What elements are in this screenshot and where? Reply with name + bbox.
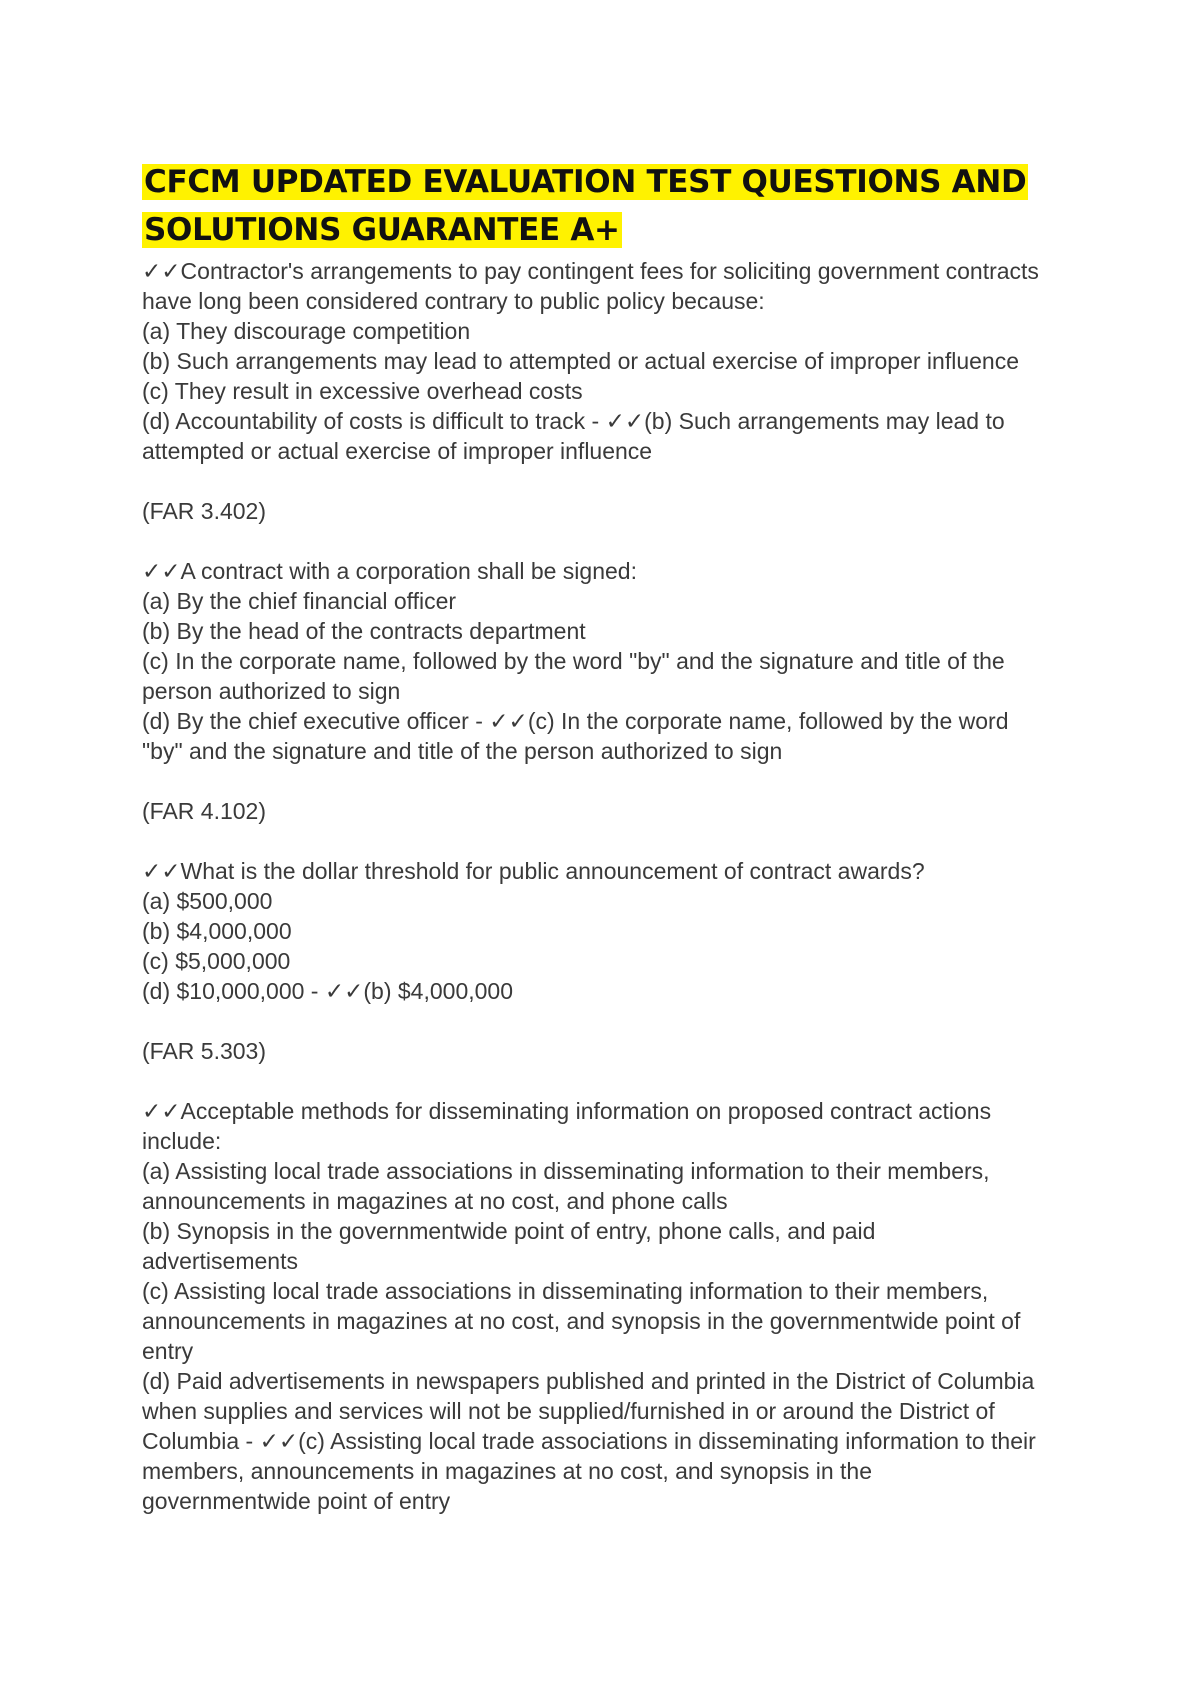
- question-block-4: [142, 1096, 1072, 1516]
- option-a-cont: announcements in magazines at no cost, and phone calls: [142, 1188, 728, 1214]
- question-block-1: [142, 256, 1072, 466]
- document-title: [142, 158, 1072, 254]
- option-a: (a) By the chief financial officer: [142, 588, 457, 614]
- far-reference-1: (FAR 3.402): [142, 498, 266, 524]
- far-reference-2: (FAR 4.102): [142, 798, 266, 824]
- question-text: include:: [142, 1128, 222, 1154]
- answer-text: "by" and the signature and title of the person authorized to sign: [142, 738, 783, 764]
- far-reference-3: (FAR 5.303): [142, 1038, 266, 1064]
- answer-text: attempted or actual exercise of improper influence: [142, 438, 653, 464]
- option-b: (b) Synopsis in the governmentwide point of entry, phone calls, and paid: [142, 1218, 876, 1244]
- question-block-2: [142, 556, 1072, 766]
- option-c: (c) They result in excessive overhead costs: [142, 378, 583, 404]
- title-line-1: CFCM UPDATED EVALUATION TEST QUESTIONS AND: [144, 164, 1027, 200]
- question-block-3: [142, 856, 1072, 1006]
- option-c: (c) In the corporate name, followed by the word "by" and the signature and title of the: [142, 648, 1005, 674]
- option-c: (c) $5,000,000: [142, 948, 291, 974]
- answer-text: members, announcements in magazines at no cost, and synopsis in the: [142, 1458, 873, 1484]
- option-c-cont: entry: [142, 1338, 194, 1364]
- option-a: (a) They discourage competition: [142, 318, 471, 344]
- option-a: (a) $500,000: [142, 888, 273, 914]
- option-b: (b) By the head of the contracts department: [142, 618, 586, 644]
- question-text: ✓✓Contractor's arrangements to pay contingent fees for soliciting government contracts: [142, 258, 1039, 284]
- title-line-2: SOLUTIONS GUARANTEE A+: [144, 212, 620, 248]
- option-d-answer: (d) Accountability of costs is difficult to track - ✓✓(b) Such arrangements may lead to: [142, 408, 1005, 434]
- question-text: ✓✓Acceptable methods for disseminating information on proposed contract actions: [142, 1098, 992, 1124]
- option-c: (c) Assisting local trade associations in disseminating information to their members,: [142, 1278, 989, 1304]
- document-page: [142, 158, 1072, 1516]
- option-b-cont: advertisements: [142, 1248, 298, 1274]
- answer-text: governmentwide point of entry: [142, 1488, 451, 1514]
- option-c-cont: person authorized to sign: [142, 678, 401, 704]
- question-text: ✓✓What is the dollar threshold for public announcement of contract awards?: [142, 858, 925, 884]
- question-text: have long been considered contrary to public policy because:: [142, 288, 765, 314]
- option-d-answer: Columbia - ✓✓(c) Assisting local trade associations in disseminating information to their: [142, 1428, 1036, 1454]
- option-d: (d) Paid advertisements in newspapers published and printed in the District of Columbia: [142, 1368, 1035, 1394]
- question-text: ✓✓A contract with a corporation shall be signed:: [142, 558, 637, 584]
- option-c-cont: announcements in magazines at no cost, and synopsis in the governmentwide point of: [142, 1308, 1021, 1334]
- option-d-cont: when supplies and services will not be supplied/furnished in or around the District of: [142, 1398, 995, 1424]
- option-d-answer: (d) By the chief executive officer - ✓✓(c) In the corporate name, followed by the word: [142, 708, 1009, 734]
- option-d-answer: (d) $10,000,000 - ✓✓(b) $4,000,000: [142, 978, 513, 1004]
- option-a: (a) Assisting local trade associations in disseminating information to their members,: [142, 1158, 990, 1184]
- option-b: (b) $4,000,000: [142, 918, 292, 944]
- option-b: (b) Such arrangements may lead to attempted or actual exercise of improper influence: [142, 348, 1019, 374]
